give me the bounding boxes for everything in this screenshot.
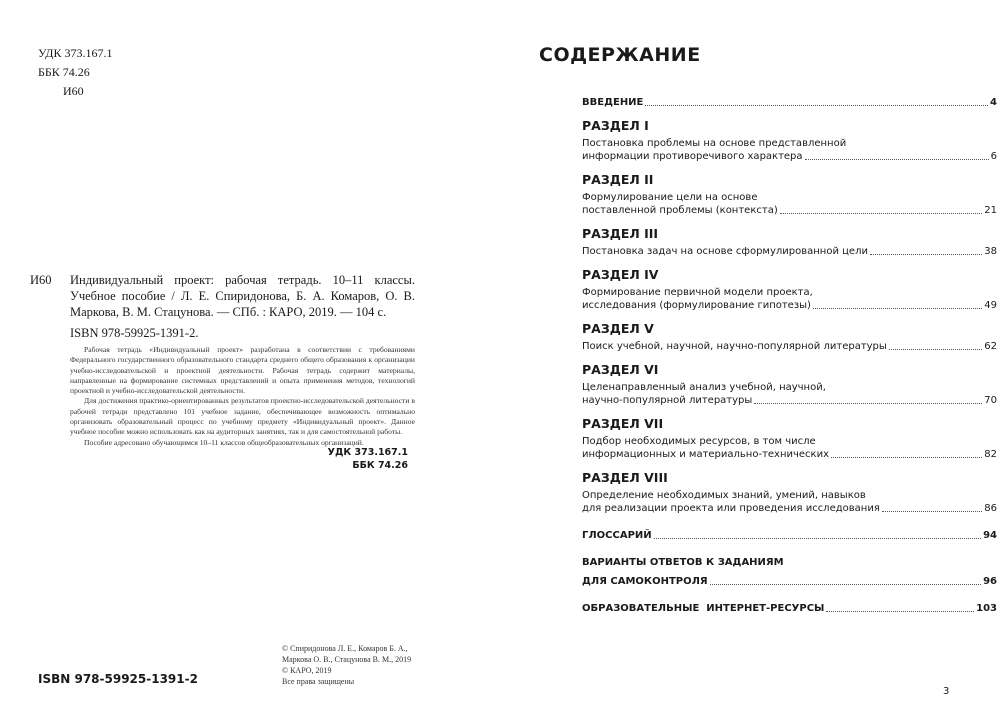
toc-entry-page: 70 [984, 395, 997, 406]
toc-entry [582, 394, 997, 407]
toc-entry-label: Постановка задач на основе сформулированной цели [582, 246, 868, 257]
toc-entry-text: Подбор необходимых ресурсов, в том числе [582, 436, 816, 447]
toc-entry [582, 448, 997, 461]
toc-entry [582, 204, 997, 217]
toc-entry-page: 103 [976, 603, 997, 614]
leader-dots [710, 584, 981, 585]
toc-entry-label: поставленной проблемы (контекста) [582, 205, 778, 216]
toc-entry-page: 62 [984, 341, 997, 352]
toc-entry-page: 49 [984, 300, 997, 311]
bibliographic-record [30, 272, 415, 320]
toc-entry-intro [582, 96, 997, 109]
copyright-line: Все права защищены [282, 677, 355, 686]
section-heading: РАЗДЕЛ VIII [582, 470, 668, 485]
leader-dots [882, 511, 982, 512]
bbk-code: ББК 74.26 [38, 65, 90, 79]
toc-entry-page: 82 [984, 449, 997, 460]
toc-entry-text: Формирование первичной модели проекта, [582, 287, 813, 298]
annotation [70, 345, 415, 448]
toc-entry-answers [582, 575, 997, 588]
leader-dots [813, 308, 982, 309]
toc-entry-page: 21 [984, 205, 997, 216]
annotation-paragraph: Для достижения практико-ориентированных результатов проектно-исследовательской деятельности в рабочей тетради представлено 101 учебное задание, обеспечивающее возможность оптимально организовать образовательный процесс по учебному предмету «Индивидуальный проект». Данное учебное пособие можно использовать как на аудиторных занятиях, так и для самостоятельной работы. [70, 396, 415, 437]
classification-codes-bottom [230, 446, 408, 472]
toc-title: СОДЕРЖАНИЕ [539, 44, 701, 66]
toc-entry-label: ДЛЯ САМОКОНТРОЛЯ [582, 576, 708, 587]
biblio-author-mark: И60 [30, 273, 52, 287]
toc-entry-text: Постановка проблемы на основе представленной [582, 138, 847, 149]
section-heading: РАЗДЕЛ VII [582, 416, 664, 431]
isbn-bottom: ISBN 978-59925-1391-2 [38, 672, 198, 686]
leader-dots [831, 457, 982, 458]
toc-entry-page: 4 [990, 97, 997, 108]
right-page [485, 0, 997, 718]
leader-dots [645, 105, 988, 106]
leader-dots [870, 254, 982, 255]
author-mark: И60 [63, 84, 84, 98]
toc-entry-label: ОБРАЗОВАТЕЛЬНЫЕ ИНТЕРНЕТ-РЕСУРСЫ [582, 603, 825, 614]
toc-entry-label: ГЛОССАРИЙ [582, 530, 652, 541]
section-heading: РАЗДЕЛ II [582, 172, 654, 187]
toc-entry [582, 502, 997, 515]
toc-entry-page: 38 [984, 246, 997, 257]
page-number: 3 [943, 686, 950, 697]
toc-entry-label: информации противоречивого характера [582, 151, 803, 162]
table-of-contents [582, 96, 997, 615]
toc-entry-label: научно-популярной литературы [582, 395, 753, 406]
toc-entry-label: Поиск учебной, научной, научно-популярной литературы [582, 341, 887, 352]
section-heading: РАЗДЕЛ VI [582, 362, 659, 377]
toc-entry-page: 6 [990, 151, 997, 162]
leader-dots [654, 538, 981, 539]
copyright-line: Маркова О. В., Стацунова В. М., 2019 [282, 655, 412, 664]
bbk-code-bottom: ББК 74.26 [352, 460, 408, 471]
section-heading: РАЗДЕЛ V [582, 321, 654, 336]
left-page [0, 0, 470, 718]
leader-dots [889, 349, 982, 350]
leader-dots [805, 159, 989, 160]
toc-entry-page: 94 [983, 530, 997, 541]
toc-entry-glossary [582, 529, 997, 542]
toc-entry-page: 96 [983, 576, 997, 587]
toc-entry-text: Определение необходимых знаний, умений, навыков [582, 490, 866, 501]
section-heading: РАЗДЕЛ III [582, 226, 659, 241]
copyright-block [282, 643, 411, 687]
toc-entry-answers-heading: ВАРИАНТЫ ОТВЕТОВ К ЗАДАНИЯМ [582, 557, 784, 568]
toc-entry-resources [582, 602, 997, 615]
copyright-line: © Спиридонова Л. Е., Комаров Б. А., [282, 644, 408, 653]
udk-code: УДК 373.167.1 [38, 46, 113, 60]
toc-entry-page: 86 [984, 503, 997, 514]
classification-codes [38, 44, 112, 101]
section-heading: РАЗДЕЛ I [582, 118, 649, 133]
leader-dots [826, 611, 974, 612]
copyright-line: © КАРО, 2019 [282, 666, 332, 675]
toc-entry-label: информационных и материально-технических [582, 449, 830, 460]
isbn: ISBN 978-59925-1391-2. [70, 326, 199, 340]
toc-entry [582, 245, 997, 258]
toc-entry-label: для реализации проекта или проведения исследования [582, 503, 880, 514]
udk-code-bottom: УДК 373.167.1 [327, 447, 408, 458]
leader-dots [754, 403, 982, 404]
annotation-paragraph: Пособие адресовано обучающимся 10–11 классов общеобразовательных организаций. [84, 437, 364, 447]
toc-entry-text: Формулирование цели на основе [582, 192, 758, 203]
toc-entry-label: исследования (формулирование гипотезы) [582, 300, 811, 311]
section-heading: РАЗДЕЛ IV [582, 267, 659, 282]
toc-entry-label: ВВЕДЕНИЕ [582, 97, 644, 108]
leader-dots [780, 213, 983, 214]
toc-entry [582, 299, 997, 312]
toc-entry [582, 340, 997, 353]
annotation-paragraph: Рабочая тетрадь «Индивидуальный проект» разработана в соответствии с требованиями Федерального государственного образовательного стандарта среднего общего образования к организации учебно-исследовательской и проектной деятельности. Рабочая тетрадь содержит материалы, направленные на формирование системных представлений и опыта применения методов, технологий проектной и учебно-исследовательской деятельности. [70, 345, 415, 396]
toc-entry-text: Целенаправленный анализ учебной, научной, [582, 382, 826, 393]
biblio-text: Индивидуальный проект: рабочая тетрадь. 10–11 классы. Учебное пособие / Л. Е. Спиридонова, Б. А. Комаров, О. В. Маркова, В. М. Стацунова. — СПб. : КАРО, 2019. — 104 с. [70, 273, 415, 319]
toc-entry [582, 150, 997, 163]
